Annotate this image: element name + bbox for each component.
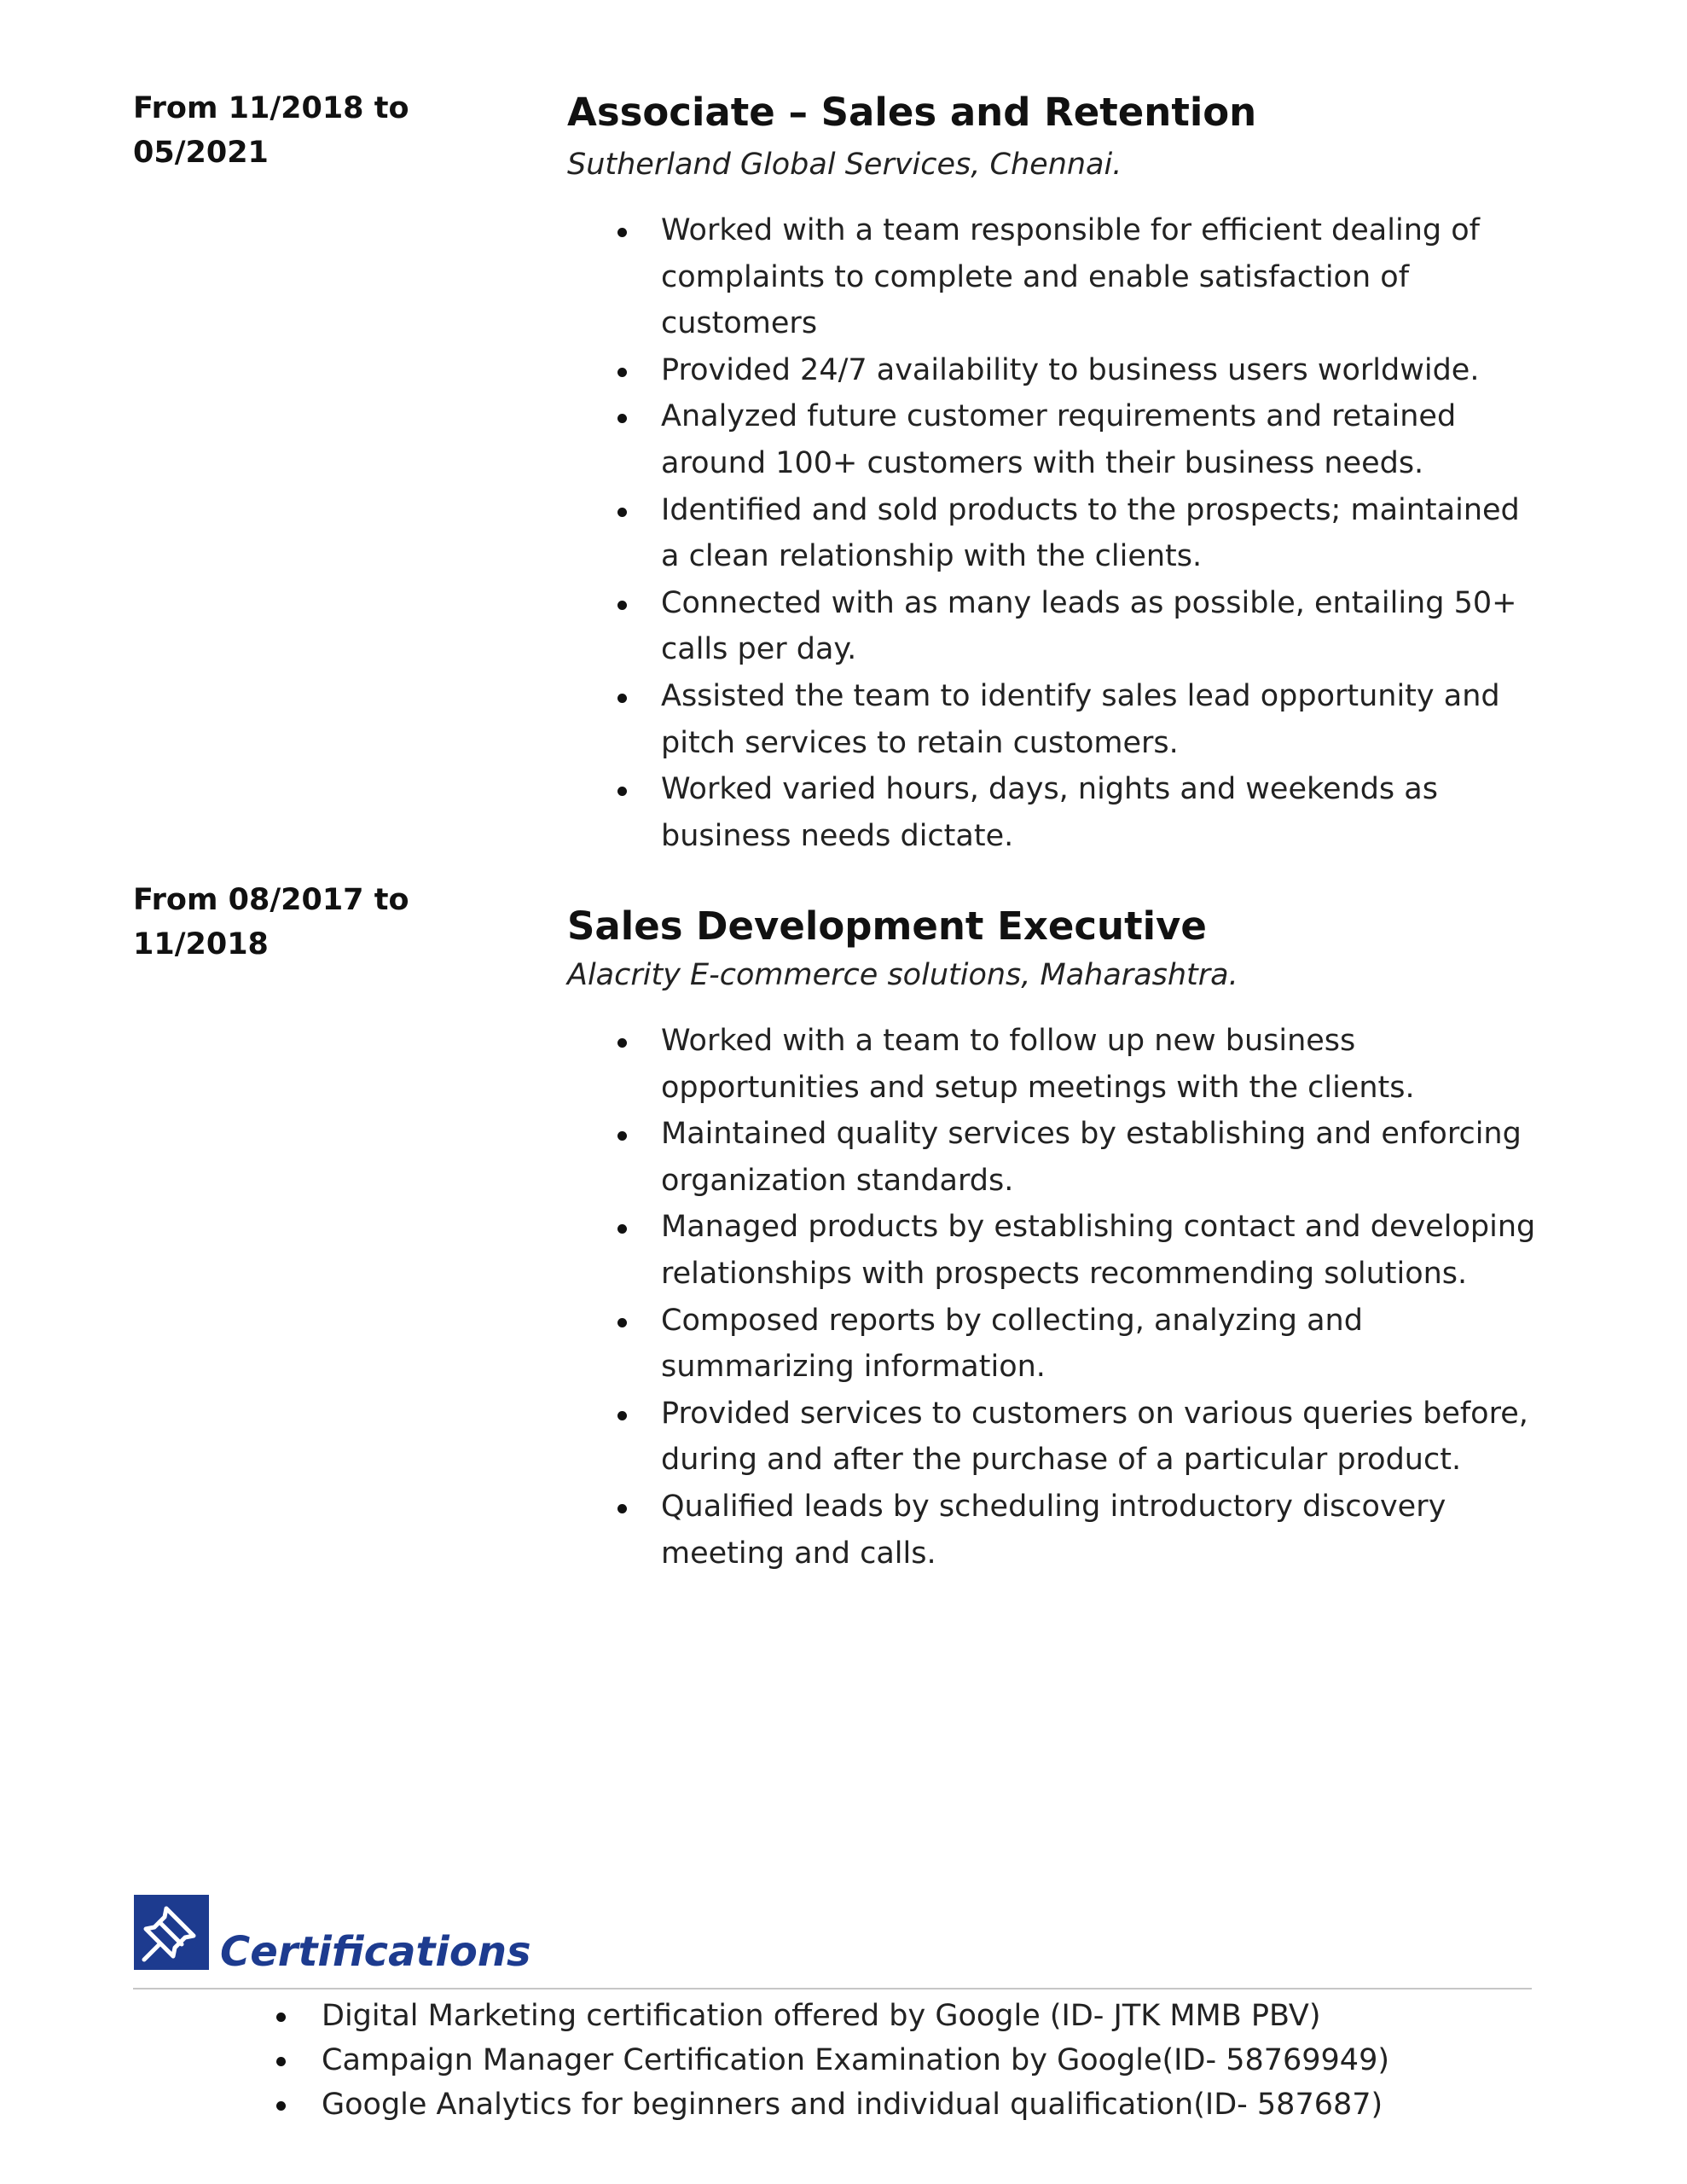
job-2-title: Sales Development Executive <box>567 903 1207 949</box>
certification-item: Digital Marketing certification offered by Google (ID- JTK MMB PBV) <box>256 1994 1535 2038</box>
job-1-title: Associate – Sales and Retention <box>567 90 1257 135</box>
certifications-heading: Certifications <box>220 1928 531 1976</box>
certifications-divider <box>133 1988 1532 1989</box>
job-2-bullet: Qualified leads by scheduling introductory discovery meeting and calls. <box>597 1484 1544 1577</box>
job-2-bullet: Provided services to customers on various queries before, during and after the purchase of a particular product. <box>597 1391 1544 1484</box>
certification-item: Google Analytics for beginners and individual qualification(ID- 587687) <box>256 2082 1535 2127</box>
job-1-bullet: Identified and sold products to the prospects; maintained a clean relationship with the clients. <box>597 487 1544 580</box>
job-1-date: From 11/2018 to 05/2021 <box>133 91 409 170</box>
job-2-bullet: Composed reports by collecting, analyzing and summarizing information. <box>597 1298 1544 1391</box>
job-1-bullet: Provided 24/7 availability to business users worldwide. <box>597 347 1544 394</box>
job-1-bullet-list <box>597 207 1544 859</box>
job-2-bullet: Worked with a team to follow up new business opportunities and setup meetings with the clients. <box>597 1018 1544 1111</box>
job-1-bullet: Assisted the team to identify sales lead opportunity and pitch services to retain customers. <box>597 673 1544 766</box>
certification-item: Campaign Manager Certification Examination by Google(ID- 58769949) <box>256 2038 1535 2082</box>
job-2-bullet: Managed products by establishing contact and developing relationships with prospects recommending solutions. <box>597 1204 1544 1297</box>
pushpin-icon <box>134 1895 209 1970</box>
job-2-date: From 08/2017 to 11/2018 <box>133 883 409 961</box>
job-1-bullet: Worked with a team responsible for efficient dealing of complaints to complete and enable satisfaction of customers <box>597 207 1544 347</box>
job-1-company: Sutherland Global Services, Chennai. <box>567 148 1122 182</box>
job-2-company: Alacrity E-commerce solutions, Maharashtra. <box>567 958 1238 992</box>
job-2-bullet-list <box>597 1018 1544 1577</box>
job-1-bullet: Worked varied hours, days, nights and weekends as business needs dictate. <box>597 766 1544 859</box>
job-2-bullet: Maintained quality services by establishing and enforcing organization standards. <box>597 1111 1544 1204</box>
certifications-list <box>256 1994 1535 2127</box>
job-1-bullet: Analyzed future customer requirements and retained around 100+ customers with their business needs. <box>597 393 1544 486</box>
job-1-bullet: Connected with as many leads as possible, entailing 50+ calls per day. <box>597 580 1544 673</box>
